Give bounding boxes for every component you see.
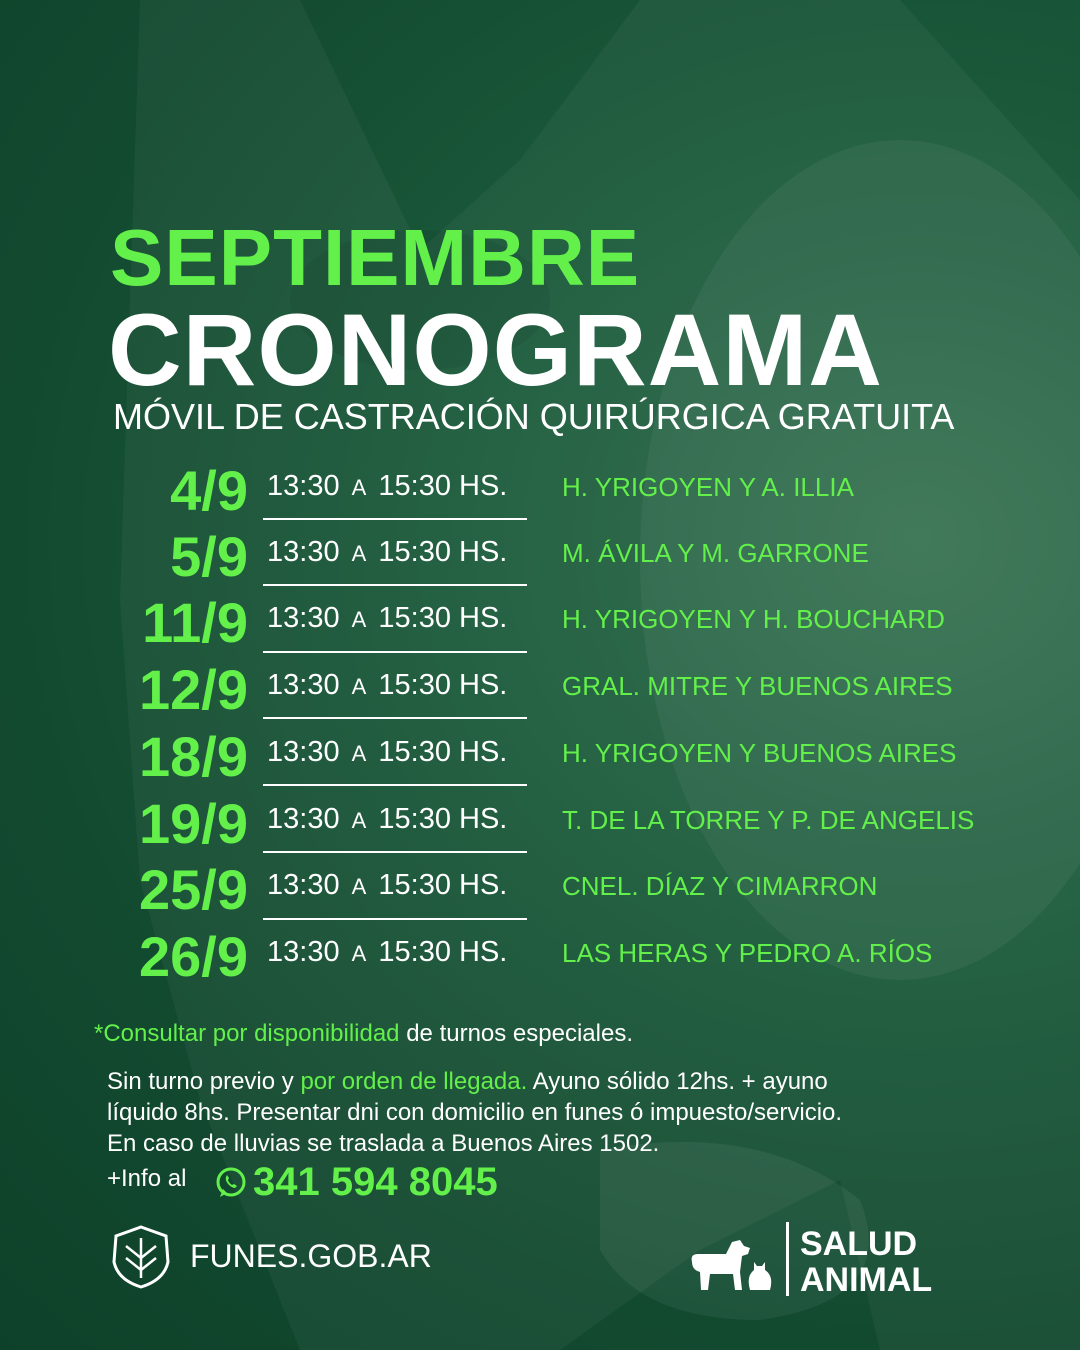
schedule-location: H. YRIGOYEN Y A. ILLIA — [562, 472, 854, 502]
schedule-time: 13:30 A 15:30 HS. — [267, 936, 508, 968]
schedule-location: LAS HERAS Y PEDRO A. RÍOS — [562, 938, 933, 968]
row-divider — [263, 651, 527, 653]
page-subtitle: MÓVIL DE CASTRACIÓN QUIRÚRGICA GRATUITA — [113, 396, 955, 437]
row-divider — [263, 717, 527, 719]
schedule-row — [0, 459, 1080, 532]
dog-cat-icon — [688, 1232, 778, 1292]
schedule-location: T. DE LA TORRE Y P. DE ANGELIS — [562, 805, 975, 835]
schedule-row — [0, 525, 1080, 598]
info-line-3: En caso de lluvias se traslada a Buenos Aires 1502. — [107, 1130, 660, 1157]
schedule-date: 18/9 — [139, 725, 248, 788]
info-line-2: líquido 8hs. Presentar dni con domicilio en funes ó impuesto/servicio. — [107, 1099, 843, 1126]
schedule-date: 5/9 — [170, 525, 248, 588]
row-divider — [263, 851, 527, 853]
schedule-date: 4/9 — [170, 459, 248, 522]
schedule-time: 13:30 A 15:30 HS. — [267, 602, 508, 634]
schedule-date: 26/9 — [139, 925, 248, 988]
website-link[interactable]: FUNES.GOB.AR — [190, 1238, 432, 1274]
page-title: CRONOGRAMA — [108, 293, 883, 407]
info-line-1: Sin turno previo y por orden de llegada. Ayuno sólido 12hs. + ayuno — [107, 1068, 828, 1095]
info-label: +Info al — [107, 1165, 187, 1192]
schedule-location: GRAL. MITRE Y BUENOS AIRES — [562, 671, 953, 701]
funes-seal-logo — [108, 1224, 174, 1290]
row-divider — [263, 518, 527, 520]
schedule-time: 13:30 A 15:30 HS. — [267, 803, 508, 835]
schedule-time: 13:30 A 15:30 HS. — [267, 736, 508, 768]
schedule-time: 13:30 A 15:30 HS. — [267, 536, 508, 568]
row-divider — [263, 584, 527, 586]
schedule-date: 19/9 — [139, 792, 248, 855]
schedule-date: 11/9 — [142, 591, 248, 654]
row-divider — [263, 918, 527, 920]
brand-divider — [786, 1222, 789, 1296]
schedule-date: 25/9 — [139, 858, 248, 921]
phone-number[interactable]: 341 594 8045 — [253, 1160, 498, 1204]
schedule-row — [0, 792, 1080, 865]
schedule-time: 13:30 A 15:30 HS. — [267, 669, 508, 701]
row-divider — [263, 784, 527, 786]
schedule-location: M. ÁVILA Y M. GARRONE — [562, 538, 869, 568]
brand-wordmark: SALUD ANIMAL — [800, 1225, 933, 1299]
schedule-row — [0, 658, 1080, 731]
schedule-row — [0, 591, 1080, 664]
schedule-location: H. YRIGOYEN Y BUENOS AIRES — [562, 738, 957, 768]
special-turns-note: *Consultar por disponibilidad de turnos especiales. — [94, 1020, 634, 1047]
whatsapp-icon — [214, 1166, 248, 1200]
schedule-time: 13:30 A 15:30 HS. — [267, 869, 508, 901]
schedule-row — [0, 725, 1080, 798]
schedule-time: 13:30 A 15:30 HS. — [267, 470, 508, 502]
schedule-location: H. YRIGOYEN Y H. BOUCHARD — [562, 604, 945, 634]
month-heading: SEPTIEMBRE — [110, 213, 641, 302]
schedule-date: 12/9 — [139, 658, 248, 721]
schedule-row — [0, 925, 1080, 998]
schedule-row — [0, 858, 1080, 931]
schedule-location: CNEL. DÍAZ Y CIMARRON — [562, 871, 878, 901]
